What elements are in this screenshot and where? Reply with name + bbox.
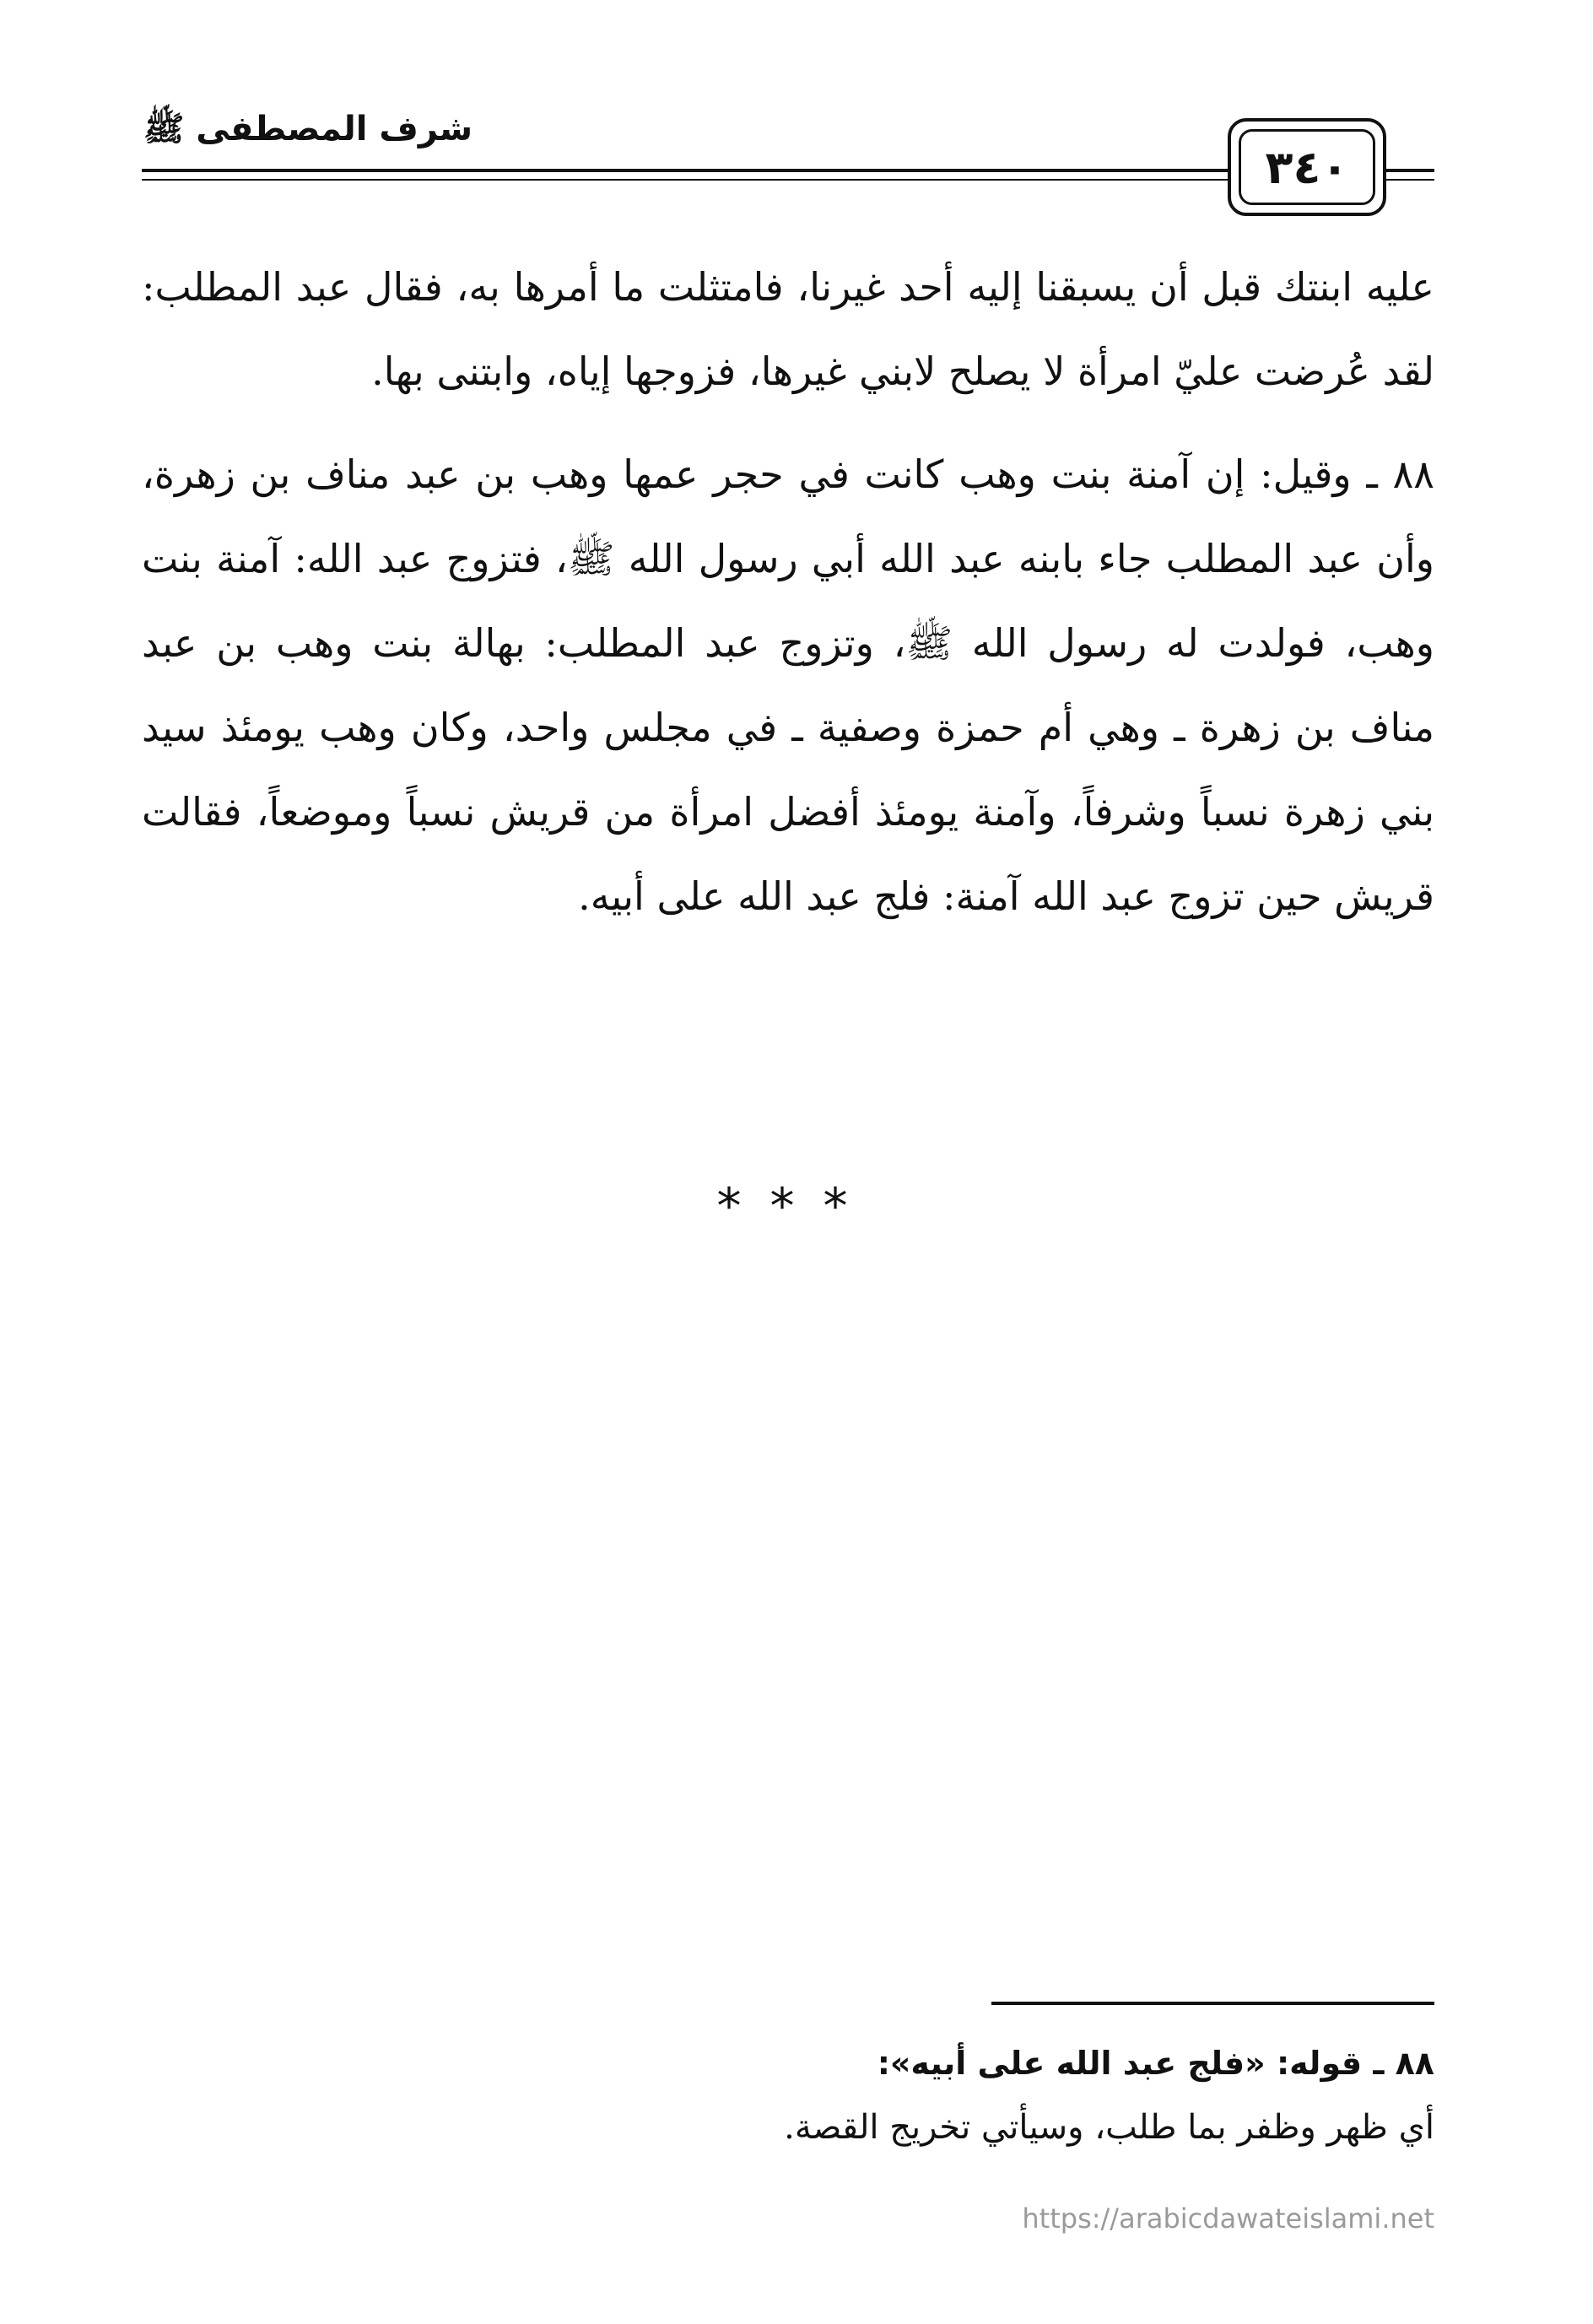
page-number-frame <box>1228 118 1386 216</box>
paragraph-88: ٨٨ ـ وقيل: إن آمنة بنت وهب كانت في حجر عمها وهب بن عبد مناف بن زهرة، وأن عبد المطلب جاء بابنه عبد الله أبي رسول الله ﷺ، فتزوج عبد الله: آمنة بنت وهب، فولدت له رسول الله ﷺ، وتزوج عبد المطلب: بهالة بنت وهب بن عبد مناف بن زهرة ـ وهي أم حمزة وصفية ـ في مجلس واحد، وكان وهب يومئذ سيد بني زهرة نسباً وشرفاً، وآمنة يومئذ أفضل امرأة من قريش نسباً وموضعاً، فقالت قريش حين تزوج عبد الله آمنة: فلج عبد الله على أبيه. <box>142 451 1434 919</box>
page-number: ٣٤٠ <box>1239 129 1375 205</box>
main-text <box>142 245 1434 938</box>
watermark-url: https://arabicdawateislami.net <box>1022 2202 1434 2235</box>
section-separator: *** <box>716 1177 877 1235</box>
footnote <box>142 2034 1434 2159</box>
footnote-text: أي ظهر وظفر بما طلب، وسيأتي تخريج القصة. <box>784 2108 1434 2147</box>
running-header-title: شرف المصطفى ﷺ <box>143 110 473 149</box>
footnote-rule <box>991 2002 1434 2005</box>
footnote-heading: ٨٨ ـ قوله: «فلج عبد الله على أبيه»: <box>877 2045 1434 2082</box>
paragraph-continuation: عليه ابنتك قبل أن يسبقنا إليه أحد غيرنا، فامتثلت ما أمرها به، فقال عبد المطلب: لقد عُرضت عليّ امرأة لا يصلح لابني غيرها، فزوجها إياه، وابتنى بها. <box>142 264 1434 394</box>
